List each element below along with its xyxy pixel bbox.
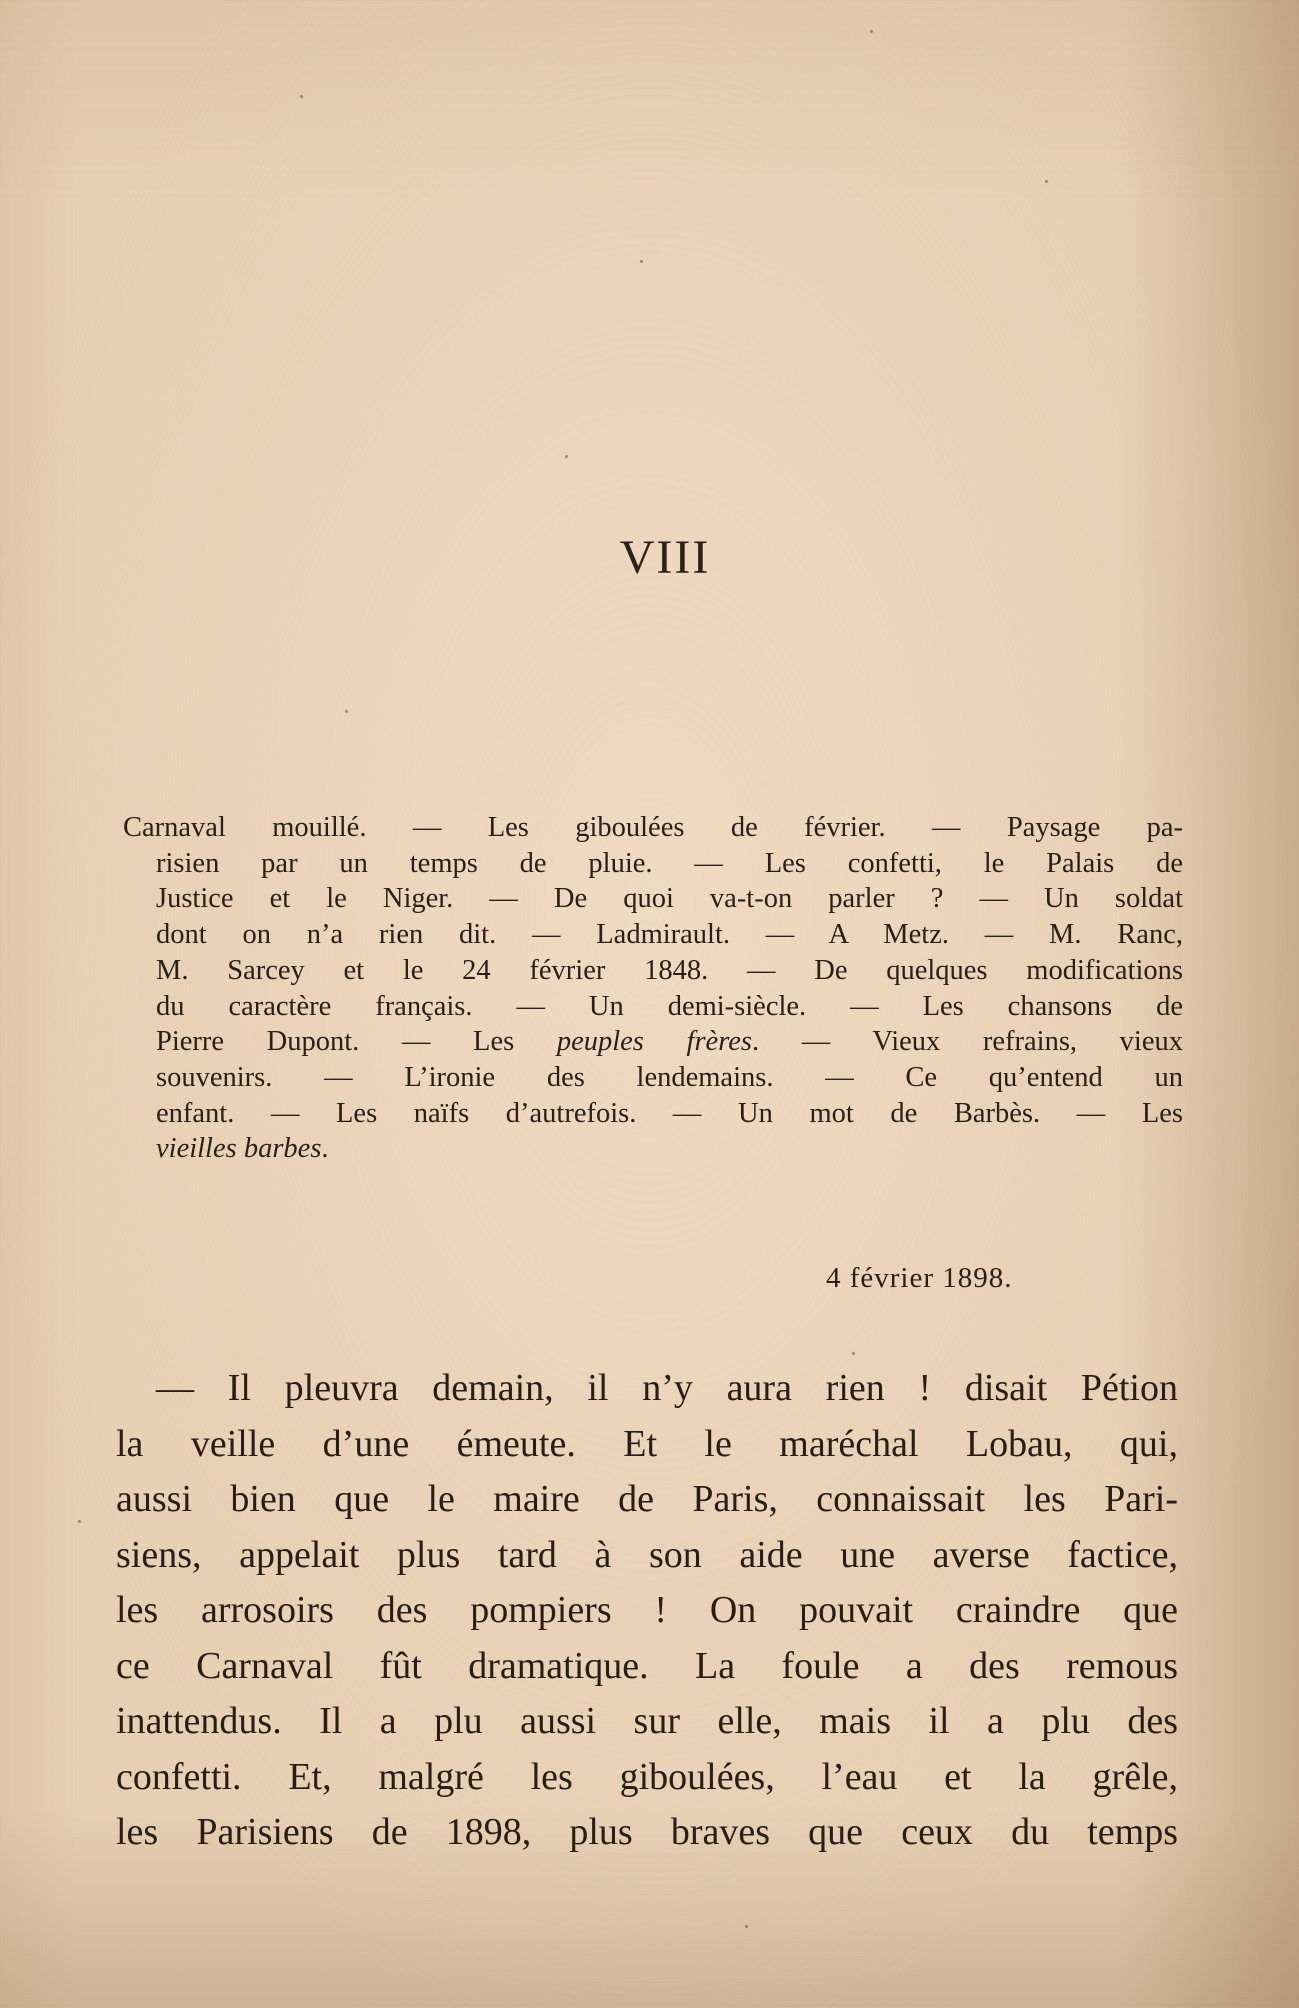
summary-line: enfant. — Les naïfs d’autrefois. — Un mot de Barbès. — Les	[156, 1097, 1183, 1129]
body-line: aussi bien que le maire de Paris, connaissait les Pari-	[116, 1478, 1178, 1520]
paper-speck	[345, 710, 348, 713]
body-line: ce Carnaval fût dramatique. La foule a des remous	[116, 1644, 1178, 1687]
summary-text: . — Vieux refrains, vieux	[751, 1026, 1183, 1058]
chapter-summary	[123, 810, 1183, 1167]
entry-date: 4 février 1898.	[826, 1262, 1013, 1294]
paper-speck	[300, 95, 303, 98]
body-line: les Parisiens de 1898, plus braves que ceux du temps	[116, 1811, 1178, 1853]
summary-line: Carnaval mouillé. — Les giboulées de février. — Paysage pa-	[123, 812, 1183, 843]
body-line: la veille d’une émeute. Et le maréchal Lobau, qui,	[116, 1422, 1178, 1465]
summary-line: du caractère français. — Un demi-siècle. — Les chansons de	[156, 990, 1183, 1022]
body-line: confetti. Et, malgré les giboulées, l’eau et la grêle,	[116, 1755, 1178, 1798]
summary-text: Pierre Dupont. — Les	[156, 1026, 557, 1058]
summary-line: M. Sarcey et le 24 février 1848. — De quelques modifications	[156, 954, 1183, 986]
body-line: siens, appelait plus tard à son aide une averse factice,	[116, 1533, 1178, 1576]
summary-italic-text: peuples frères	[556, 1026, 752, 1058]
summary-line	[156, 1131, 1183, 1167]
summary-italic-text: vieilles barbes	[156, 1133, 322, 1165]
summary-line: Justice et le Niger. — De quoi va-t-on parler ? — Un soldat	[156, 883, 1183, 915]
summary-text: .	[321, 1133, 329, 1165]
body-paragraph	[116, 1361, 1178, 1861]
summary-line: dont on n’a rien dit. — Ladmirault. — A Metz. — M. Ranc,	[156, 919, 1183, 951]
summary-line: souvenirs. — L’ironie des lendemains. — Ce qu’entend un	[156, 1061, 1183, 1093]
paper-speck	[1045, 180, 1048, 183]
body-line: les arrosoirs des pompiers ! On pouvait craindre que	[116, 1589, 1178, 1631]
summary-line	[156, 1024, 1183, 1060]
body-line: — Il pleuvra demain, il n’y aura rien ! disait Pétion	[156, 1367, 1178, 1409]
body-line: inattendus. Il a plu aussi sur elle, mais il a plu des	[116, 1700, 1178, 1742]
summary-line: risien par un temps de pluie. — Les confetti, le Palais de	[156, 847, 1183, 879]
paper-speck	[640, 260, 643, 263]
paper-speck	[565, 455, 568, 458]
paper-speck	[852, 1352, 855, 1355]
paper-speck	[870, 30, 873, 33]
chapter-number: VIII	[619, 531, 711, 584]
paper-speck	[745, 1925, 748, 1928]
paper-speck	[78, 1520, 81, 1523]
